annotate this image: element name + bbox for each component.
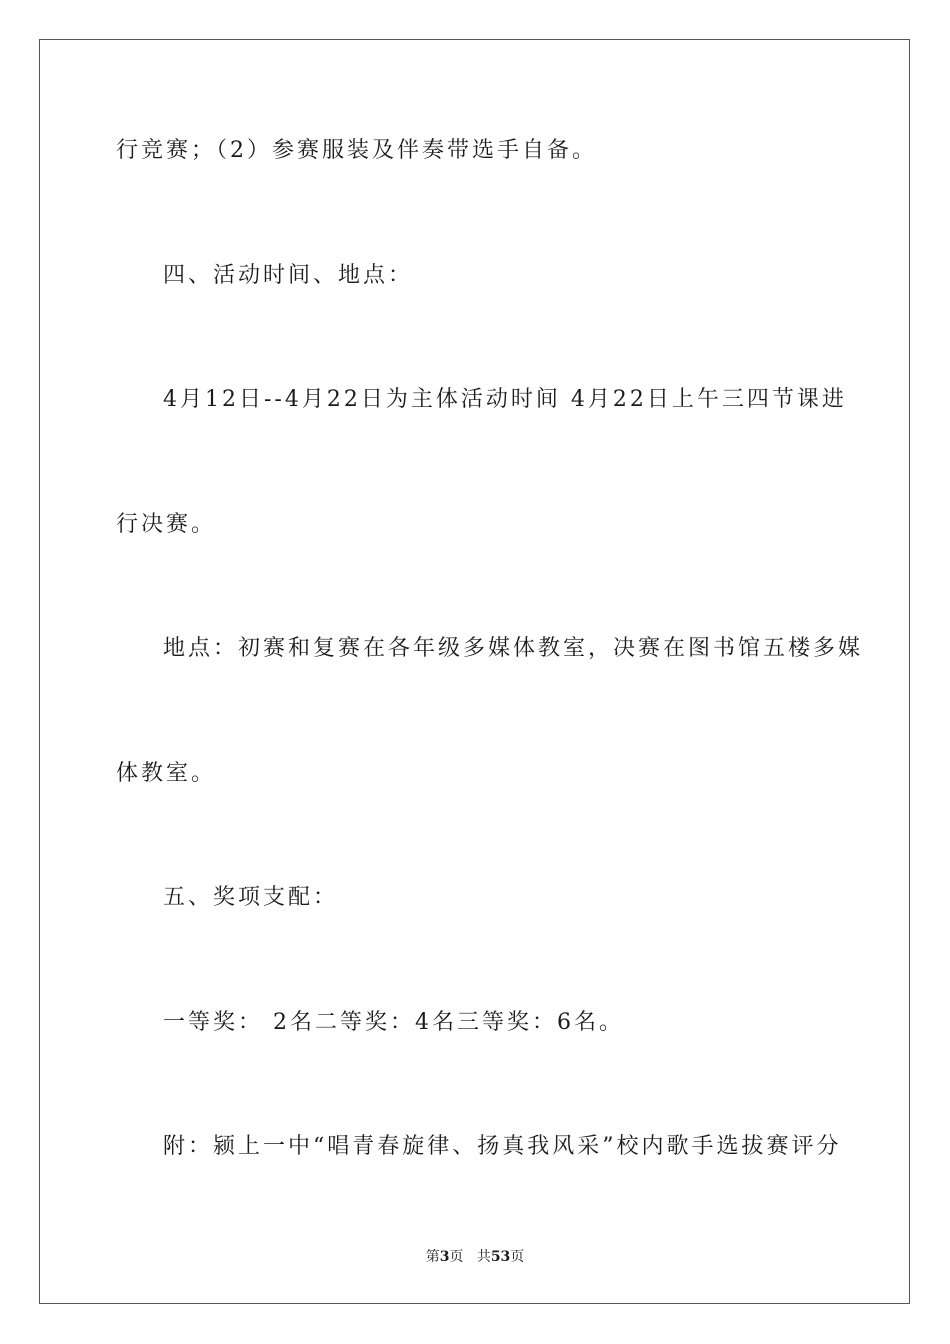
page-prefix: 第 xyxy=(425,1249,440,1265)
total-suffix: 页 xyxy=(510,1249,525,1265)
paragraph-line: 行竞赛；（2）参赛服装及伴奏带选手自备。 xyxy=(116,138,597,163)
paragraph-line: 一等奖： 2名二等奖：4名三等奖：6名。 xyxy=(163,1010,624,1035)
paragraph-line: 附：颍上一中“唱青春旋律、扬真我风采”校内歌手选拔赛评分 xyxy=(163,1134,842,1159)
page-suffix: 页 xyxy=(449,1249,464,1265)
total-pages: 53 xyxy=(490,1249,511,1265)
total-prefix: 共 xyxy=(476,1249,491,1265)
page-footer xyxy=(0,1246,950,1266)
page-border xyxy=(39,39,910,1304)
paragraph-line: 地点：初赛和复赛在各年级多媒体教室，决赛在图书馆五楼多媒 xyxy=(163,636,864,661)
paragraph-line: 行决赛。 xyxy=(116,512,217,537)
section-heading: 五、奖项支配： xyxy=(163,885,339,910)
page-number: 3 xyxy=(439,1249,450,1265)
section-heading: 四、活动时间、地点： xyxy=(163,263,414,288)
paragraph-line: 体教室。 xyxy=(116,761,217,786)
paragraph-line: 4月12日--4月22日为主体活动时间 4月22日上午三四节课进 xyxy=(163,387,847,412)
